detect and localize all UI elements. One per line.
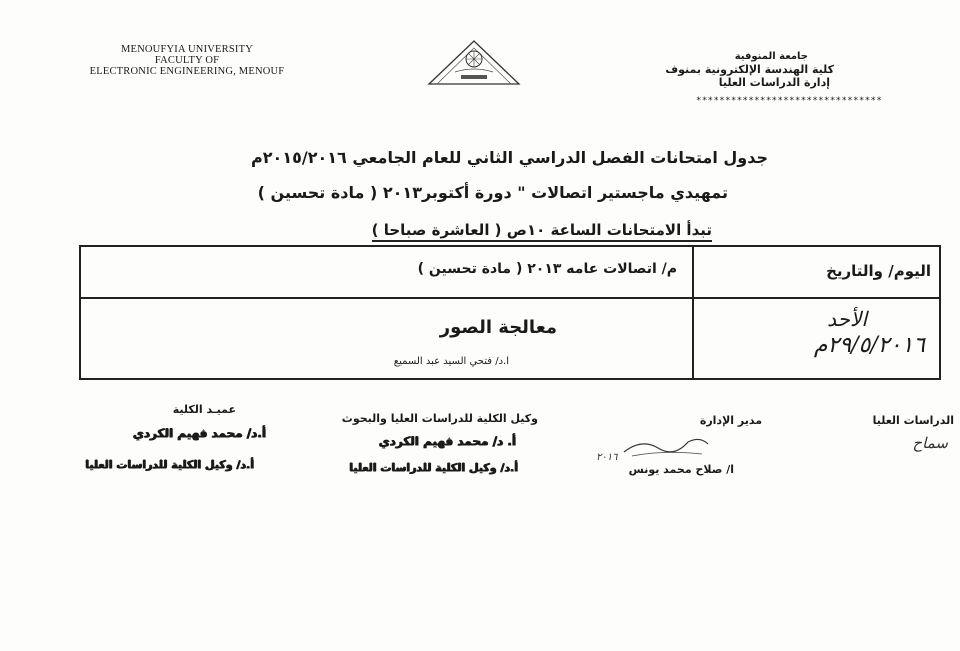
subject-name: معالجة الصور [439,317,557,338]
exam-time-note [372,221,712,239]
header-subject: م/ اتصالات عامه ٢٠١٣ ( مادة تحسين ) [417,261,677,277]
english-header [82,44,292,77]
program-title: تمهيدي ماجستير اتصالات " دورة أكتوبر٢٠١٣ ( مادة تحسين ) [257,183,728,202]
exam-day: الأحد [827,307,867,331]
graduate-studies-signature: سماح [912,434,948,452]
admin-director-signature [596,430,712,464]
dean-stamp: أ.د/ وكيل الكلية للدراسات العليا [85,458,254,471]
dean-title: عميـد الكلية [172,403,236,416]
ar-university: جامعة المنوفية [734,51,808,62]
admin-director-name: ا/ صلاح محمد يونس [628,463,734,476]
column-divider [692,247,694,378]
schedule-title: جدول امتحانات الفصل الدراسي الثاني للعام الجامعي ٢٠١٥/٢٠١٦م [251,148,768,167]
signature-scribble-icon [622,430,712,460]
vice-dean-name: أ. د/ محمد فهيم الكردي [378,434,516,448]
en-department: ELECTRONIC ENGINEERING, MENOUF [89,66,285,77]
vice-dean-stamp: أ.د/ وكيل الكلية للدراسات العليا [349,461,518,474]
schedule-table [79,245,941,380]
ar-faculty: كلية الهندسة الإلكترونية بمنوف [665,63,834,76]
vice-dean-title: وكيل الكلية للدراسات العليا والبحوث [341,412,538,425]
exam-date: ٢٩/٥/٢٠١٦م [813,333,925,358]
stars-divider: ******************************** [696,96,883,106]
en-faculty: FACULTY OF [154,55,220,66]
row-divider [81,297,939,299]
en-university: MENOUFYIA UNIVERSITY [120,44,254,55]
graduate-studies-title: الدراسات العليا [872,414,954,427]
exam-time-text: تبدأ الامتحانات الساعة ١٠ص ( العاشرة صباحا ) [372,221,712,242]
ar-department: إدارة الدراسات العليا [718,76,830,89]
logo-icon [425,38,523,88]
university-logo [425,38,523,88]
header-day-date: اليوم/ والتاريخ [826,262,931,280]
arabic-header [665,50,834,89]
professor-name: ا.د/ فتحي السيد عبد السميع [393,356,509,367]
admin-director-signature-date: ٢٠١٦ [596,452,618,463]
admin-director-title: مدير الإدارة [699,414,762,427]
dean-name: أ.د/ محمد فهيم الكردي [132,426,266,440]
